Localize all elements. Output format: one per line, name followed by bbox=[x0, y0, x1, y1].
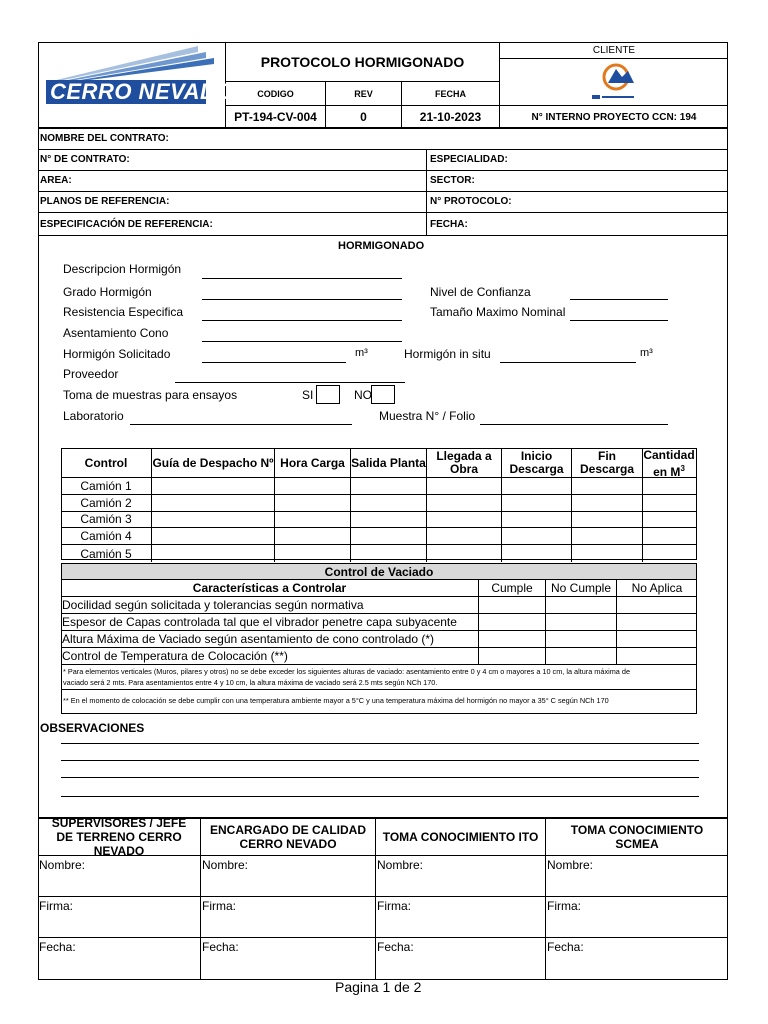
m3-unit-1: m³ bbox=[355, 347, 368, 359]
truck-row-label: Camión 2 bbox=[61, 495, 152, 512]
signature-nombre-cell[interactable]: Nombre: bbox=[546, 856, 728, 897]
n-contrato-label: N° DE CONTRATO: bbox=[40, 154, 130, 165]
solicitado-label: Hormigón Solicitado bbox=[63, 347, 171, 361]
truck-cell[interactable] bbox=[427, 495, 502, 512]
caracteristicas-header: Características a Controlar bbox=[61, 580, 479, 597]
th-fin-descarga: Fin Descarga bbox=[572, 448, 643, 478]
planos-label: PLANOS DE REFERENCIA: bbox=[40, 196, 170, 207]
th-guia: Guía de Despacho Nº bbox=[152, 448, 275, 478]
in-situ-field[interactable] bbox=[500, 362, 636, 363]
proyecto-number: N° INTERNO PROYECTO CCN: 194 bbox=[531, 111, 697, 123]
truck-cell[interactable] bbox=[572, 495, 643, 512]
note1-line2: vaciado será 2 mts. Para asentamientos entre 4 y 10 cm, la altura máxima de vaciado será 2.5 mts según NCh 170. bbox=[63, 678, 438, 687]
truck-cell[interactable] bbox=[643, 528, 697, 545]
truck-cell[interactable] bbox=[643, 512, 697, 529]
info-fecha-label: FECHA: bbox=[430, 219, 468, 230]
vaciado-check-cell[interactable] bbox=[479, 648, 546, 665]
solicitado-field[interactable] bbox=[202, 362, 346, 363]
th-cantidad: Cantidad en $M^3$ bbox=[643, 448, 697, 478]
vaciado-check-cell[interactable] bbox=[546, 614, 617, 631]
truck-cell[interactable] bbox=[152, 545, 275, 562]
truck-row-label: Camión 5 bbox=[61, 545, 152, 562]
truck-cell[interactable] bbox=[152, 512, 275, 529]
truck-cell[interactable] bbox=[502, 545, 572, 562]
sector-label: SECTOR: bbox=[430, 175, 475, 186]
truck-cell[interactable] bbox=[427, 512, 502, 529]
logo-text: CERRO NEVADO bbox=[50, 79, 235, 104]
signature-firma-cell[interactable]: Firma: bbox=[376, 897, 546, 938]
grado-field[interactable] bbox=[202, 299, 402, 300]
tamano-field[interactable] bbox=[570, 320, 668, 321]
descripcion-label: Descripcion Hormigón bbox=[63, 262, 182, 276]
truck-cell[interactable] bbox=[502, 528, 572, 545]
rev-label: REV bbox=[326, 82, 402, 106]
truck-row-label: Camión 1 bbox=[61, 478, 152, 495]
th-inicio-descarga: Inicio Descarga bbox=[502, 448, 572, 478]
obs-line-1[interactable] bbox=[61, 743, 699, 744]
note2: ** En el momento de colocación se debe cumplir con una temperatura ambiente mayor a 5°C y una temperatura máxima del hormigón no mayor a 35° C según NCh 170 bbox=[63, 696, 609, 705]
no-label: NO bbox=[354, 388, 372, 402]
truck-cell[interactable] bbox=[152, 495, 275, 512]
asentamiento-label: Asentamiento Cono bbox=[63, 326, 169, 340]
th-control: Control bbox=[61, 448, 152, 478]
page-number: Pagina 1 de 2 bbox=[335, 979, 422, 995]
grado-label: Grado Hormigón bbox=[63, 285, 152, 299]
laboratorio-field[interactable] bbox=[130, 424, 352, 425]
signature-fecha-cell[interactable]: Fecha: bbox=[201, 938, 376, 980]
nombre-contrato-label: NOMBRE DEL CONTRATO: bbox=[40, 133, 169, 144]
signature-fecha-cell[interactable]: Fecha: bbox=[38, 938, 201, 980]
no-aplica-header: No Aplica bbox=[617, 580, 697, 597]
truck-cell[interactable] bbox=[351, 512, 427, 529]
tamano-label: Tamaño Maximo Nominal bbox=[430, 305, 566, 319]
resistencia-field[interactable] bbox=[202, 320, 402, 321]
client-logo-cell bbox=[500, 59, 728, 106]
obs-line-4[interactable] bbox=[61, 796, 699, 797]
fecha-value: 21-10-2023 bbox=[402, 106, 500, 128]
truck-cell[interactable] bbox=[502, 478, 572, 495]
truck-cell[interactable] bbox=[572, 478, 643, 495]
vaciado-item: Espesor de Capas controlada tal que el vibrador penetre capa subyacente bbox=[61, 614, 479, 631]
note1-line1: * Para elementos verticales (Muros, pilares y otros) no se debe exceder los siguientes alturas de vaciado: asentamiento entre 0 y 4 cm o mayores a 10 cm, la altura máxima de bbox=[63, 667, 630, 676]
truck-cell[interactable] bbox=[643, 545, 697, 562]
vaciado-check-cell[interactable] bbox=[617, 597, 697, 614]
truck-cell[interactable] bbox=[572, 545, 643, 562]
truck-cell[interactable] bbox=[427, 545, 502, 562]
truck-cell[interactable] bbox=[275, 528, 351, 545]
signature-header: TOMA CONOCIMIENTO ITO bbox=[376, 818, 546, 856]
muestra-label: Muestra N° / Folio bbox=[379, 409, 476, 423]
nivel-confianza-label: Nivel de Confianza bbox=[430, 285, 531, 299]
vaciado-item: Docilidad según solicitada y tolerancias según normativa bbox=[61, 597, 479, 614]
especificacion-label: ESPECIFICACIÓN DE REFERENCIA: bbox=[40, 219, 213, 230]
truck-cell[interactable] bbox=[275, 495, 351, 512]
proveedor-label: Proveedor bbox=[63, 367, 119, 381]
in-situ-label: Hormigón in situ bbox=[404, 347, 491, 361]
cliente-label: CLIENTE bbox=[500, 42, 728, 59]
especialidad-label: ESPECIALIDAD: bbox=[430, 154, 508, 165]
signature-header: ENCARGADO DE CALIDAD CERRO NEVADO bbox=[201, 818, 376, 856]
signature-nombre-cell[interactable]: Nombre: bbox=[376, 856, 546, 897]
truck-cell[interactable] bbox=[152, 528, 275, 545]
vaciado-title: Control de Vaciado bbox=[61, 563, 697, 580]
descripcion-field[interactable] bbox=[202, 278, 402, 279]
codigo-value: PT-194-CV-004 bbox=[226, 106, 326, 128]
vaciado-item: Control de Temperatura de Colocación (**) bbox=[61, 648, 479, 665]
asentamiento-field[interactable] bbox=[202, 341, 402, 342]
vaciado-check-cell[interactable] bbox=[479, 614, 546, 631]
signature-firma-cell[interactable]: Firma: bbox=[546, 897, 728, 938]
signature-fecha-cell[interactable]: Fecha: bbox=[547, 940, 584, 954]
m3-unit-2: m³ bbox=[640, 347, 653, 359]
truck-row-label: Camión 4 bbox=[61, 528, 152, 545]
truck-cell[interactable] bbox=[572, 528, 643, 545]
resistencia-label: Resistencia Especifica bbox=[63, 305, 184, 319]
truck-cell[interactable] bbox=[643, 495, 697, 512]
signature-nombre-cell[interactable]: Nombre: bbox=[201, 856, 376, 897]
truck-cell[interactable] bbox=[427, 528, 502, 545]
n-protocolo-label: N° PROTOCOLO: bbox=[430, 196, 512, 207]
codigo-label: CODIGO bbox=[226, 82, 326, 106]
vaciado-check-cell[interactable] bbox=[546, 597, 617, 614]
signature-fecha-cell[interactable]: Fecha: bbox=[376, 938, 546, 980]
no-checkbox[interactable] bbox=[371, 385, 395, 404]
signature-header: TOMA CONOCIMIENTO SCMEA bbox=[546, 818, 728, 856]
vaciado-item: Altura Máxima de Vaciado según asentamiento de cono controlado (*) bbox=[61, 631, 479, 648]
truck-cell[interactable] bbox=[275, 512, 351, 529]
client-logo-icon bbox=[582, 61, 652, 105]
vaciado-check-cell[interactable] bbox=[617, 648, 697, 665]
th-hora-carga: Hora Carga bbox=[275, 448, 351, 478]
muestra-field[interactable] bbox=[480, 424, 668, 425]
truck-cell[interactable] bbox=[502, 495, 572, 512]
cumple-header: Cumple bbox=[479, 580, 546, 597]
truck-cell[interactable] bbox=[502, 512, 572, 529]
si-label: SI bbox=[302, 388, 314, 402]
truck-row-label: Camión 3 bbox=[61, 512, 152, 529]
truck-cell[interactable] bbox=[275, 545, 351, 562]
truck-cell[interactable] bbox=[572, 512, 643, 529]
obs-line-3[interactable] bbox=[61, 777, 699, 778]
signature-firma-cell[interactable]: Firma: bbox=[201, 897, 376, 938]
th-llegada-obra: Llegada a Obra bbox=[427, 448, 502, 478]
area-label: AREA: bbox=[40, 175, 72, 186]
fecha-label: FECHA bbox=[402, 82, 500, 106]
vaciado-check-cell[interactable] bbox=[546, 631, 617, 648]
si-checkbox[interactable] bbox=[316, 385, 340, 404]
proveedor-field[interactable] bbox=[175, 382, 405, 383]
signature-header: SUPERVISORES / JEFE DE TERRENO CERRO NEVADO bbox=[38, 818, 201, 856]
truck-cell[interactable] bbox=[152, 478, 275, 495]
vaciado-check-cell[interactable] bbox=[546, 648, 617, 665]
vaciado-check-cell[interactable] bbox=[479, 631, 546, 648]
document-title: PROTOCOLO HORMIGONADO bbox=[226, 42, 500, 82]
signature-firma-cell[interactable]: Firma: bbox=[38, 897, 201, 938]
truck-cell[interactable] bbox=[351, 528, 427, 545]
vaciado-check-cell[interactable] bbox=[617, 614, 697, 631]
obs-line-2[interactable] bbox=[61, 760, 699, 761]
laboratorio-label: Laboratorio bbox=[63, 409, 124, 423]
truck-cell[interactable] bbox=[427, 478, 502, 495]
logo-cell bbox=[38, 42, 235, 128]
truck-cell[interactable] bbox=[351, 545, 427, 562]
vaciado-check-cell[interactable] bbox=[617, 631, 697, 648]
vaciado-check-cell[interactable] bbox=[479, 597, 546, 614]
no-cumple-header: No Cumple bbox=[546, 580, 617, 597]
nivel-confianza-field[interactable] bbox=[570, 299, 668, 300]
truck-cell[interactable] bbox=[643, 478, 697, 495]
toma-muestras-label: Toma de muestras para ensayos bbox=[63, 388, 238, 402]
truck-cell[interactable] bbox=[275, 478, 351, 495]
observaciones-title: OBSERVACIONES bbox=[40, 721, 145, 735]
th-salida-planta: Salida Planta bbox=[351, 448, 427, 478]
truck-cell[interactable] bbox=[351, 495, 427, 512]
rev-value: 0 bbox=[326, 106, 402, 128]
signature-nombre-cell[interactable]: Nombre: bbox=[38, 856, 201, 897]
hormigonado-title: HORMIGONADO bbox=[338, 240, 425, 252]
truck-cell[interactable] bbox=[351, 478, 427, 495]
